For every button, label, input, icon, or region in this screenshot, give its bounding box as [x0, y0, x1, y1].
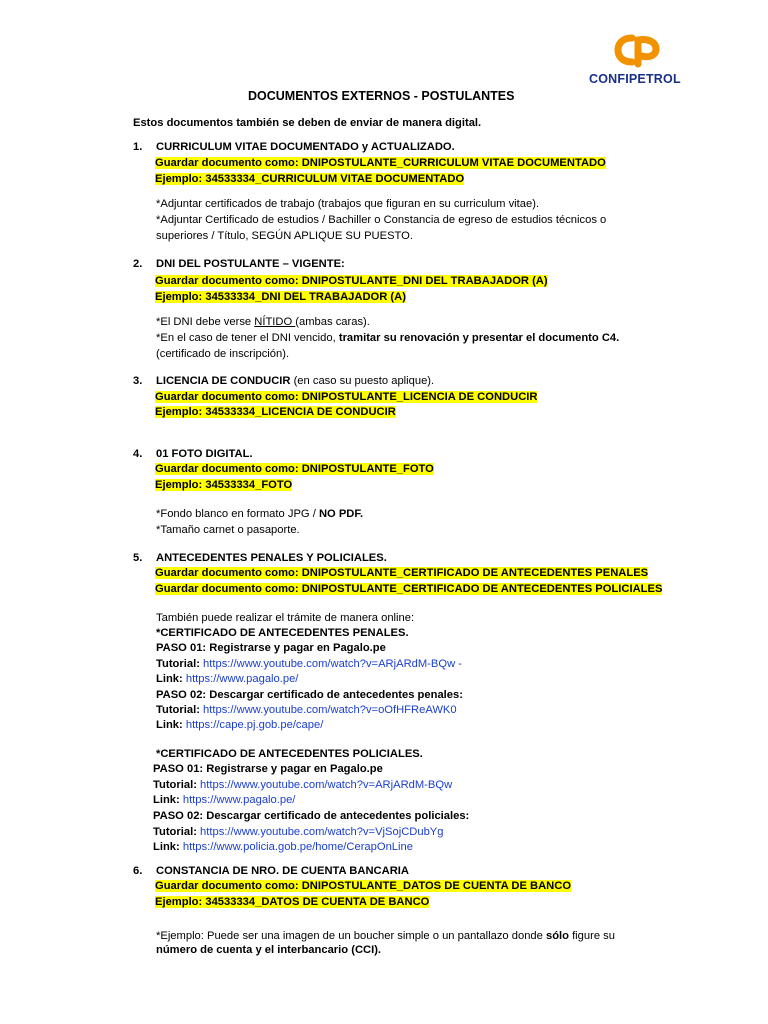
tutorial-label: Tutorial: — [156, 658, 204, 670]
link-label: Link: — [153, 794, 183, 806]
online-note: También puede realizar el trámite de manera online: — [156, 612, 415, 624]
note-line: *Adjuntar Certificado de estudios / Bachiller o Constancia de egreso de estudios técnicos o — [156, 214, 607, 226]
tutorial-line — [153, 779, 452, 791]
note-paragraph — [156, 928, 659, 944]
section-number: 4. — [133, 448, 143, 460]
tutorial-label: Tutorial: — [153, 826, 201, 838]
note-bold-line: número de cuenta y el interbancario (CCI). — [156, 944, 382, 956]
confipetrol-cp-logo-icon — [612, 34, 662, 68]
link-label: Link: — [156, 673, 186, 685]
step-text: PASO 01: Registrarse y pagar en Pagalo.pe — [156, 642, 386, 654]
save-as-instruction: Guardar documento como: DNIPOSTULANTE_DNI DEL TRABAJADOR (A) — [155, 275, 548, 287]
section-number: 5. — [133, 552, 143, 564]
filename-example: Ejemplo: 34533334_CURRICULUM VITAE DOCUMENTADO — [155, 173, 465, 185]
link-label: Link: — [156, 719, 186, 731]
tutorial-suffix: - — [455, 658, 462, 670]
section-number: 3. — [133, 375, 143, 387]
link-line — [156, 719, 323, 731]
save-as-instruction: Guardar documento como: DNIPOSTULANTE_DATOS DE CUENTA DE BANCO — [155, 880, 572, 892]
step-text: PASO 02: Descargar certificado de antecedentes penales: — [156, 689, 463, 701]
note-underlined: NÍTIDO — [254, 316, 296, 328]
section-heading: CURRICULUM VITAE DOCUMENTADO y ACTUALIZADO. — [156, 141, 455, 153]
note-bold: sólo — [545, 930, 569, 942]
note-text: *Ejemplo: Puede ser una imagen de un boucher simple o un pantallazo donde — [156, 930, 546, 942]
tutorial-line — [156, 704, 457, 716]
note-text: *Fondo blanco en formato JPG / — [156, 508, 319, 520]
note-text: *En el caso de tener el DNI vencido, — [156, 332, 339, 344]
note-line: superiores / Título, SEGÚN APLIQUE SU PUESTO. — [156, 230, 413, 242]
save-as-instruction: Guardar documento como: DNIPOSTULANTE_CERTIFICADO DE ANTECEDENTES POLICIALES — [155, 583, 663, 595]
note-bold: NO PDF. — [318, 508, 364, 520]
note-line: *Adjuntar certificados de trabajo (trabajos que figuran en su curriculum vitae). — [156, 198, 540, 210]
page-title: DOCUMENTOS EXTERNOS - POSTULANTES — [248, 89, 515, 103]
external-link[interactable]: https://cape.pj.gob.pe/cape/ — [185, 719, 324, 731]
filename-example: Ejemplo: 34533334_LICENCIA DE CONDUCIR — [155, 406, 396, 418]
note-bold: tramitar su renovación y presentar el documento C4. — [338, 332, 620, 344]
note-line — [156, 508, 363, 520]
filename-example: Ejemplo: 34533334_DATOS DE CUENTA DE BANCO — [155, 896, 430, 908]
link-line — [153, 794, 295, 806]
section-heading: DNI DEL POSTULANTE – VIGENTE: — [156, 258, 345, 270]
tutorial-link[interactable]: https://www.youtube.com/watch?v=VjSojCDubYg — [200, 826, 444, 838]
save-as-instruction: Guardar documento como: DNIPOSTULANTE_CERTIFICADO DE ANTECEDENTES PENALES — [155, 567, 649, 579]
note-line — [156, 316, 370, 328]
filename-example: Ejemplo: 34533334_DNI DEL TRABAJADOR (A) — [155, 291, 406, 303]
section-number: 6. — [133, 865, 143, 877]
external-link[interactable]: https://www.pagalo.pe/ — [185, 673, 299, 685]
subsection-heading: *CERTIFICADO DE ANTECEDENTES PENALES. — [156, 627, 409, 639]
note-text: *El DNI debe verse — [156, 316, 255, 328]
section-heading: ANTECEDENTES PENALES Y POLICIALES. — [156, 552, 387, 564]
tutorial-line — [153, 826, 443, 838]
logo — [612, 34, 662, 71]
external-link[interactable]: https://www.policia.gob.pe/home/CerapOnLine — [182, 841, 413, 853]
filename-example: Ejemplo: 34533334_FOTO — [155, 479, 293, 491]
section-heading: LICENCIA DE CONDUCIR — [156, 375, 291, 387]
save-as-instruction: Guardar documento como: DNIPOSTULANTE_FOTO — [155, 463, 434, 475]
intro-text: Estos documentos también se deben de enviar de manera digital. — [133, 117, 482, 129]
tutorial-link[interactable]: https://www.youtube.com/watch?v=ARjARdM-BQw — [200, 779, 453, 791]
tutorial-link[interactable]: https://www.youtube.com/watch?v=ARjARdM-BQw — [203, 658, 456, 670]
section-number: 1. — [133, 141, 143, 153]
section-heading: CONSTANCIA DE NRO. DE CUENTA BANCARIA — [156, 865, 409, 877]
logo-text: CONFIPETROL — [589, 72, 681, 86]
section-heading: 01 FOTO DIGITAL. — [156, 448, 253, 460]
section-heading-line — [156, 375, 434, 387]
tutorial-label: Tutorial: — [153, 779, 201, 791]
link-line — [153, 841, 413, 853]
tutorial-line — [156, 658, 462, 670]
tutorial-label: Tutorial: — [156, 704, 204, 716]
link-label: Link: — [153, 841, 183, 853]
note-text: (ambas caras). — [295, 316, 370, 328]
section-heading-suffix: (en caso su puesto aplique). — [290, 375, 435, 387]
note-line: (certificado de inscripción). — [156, 348, 290, 360]
link-line — [156, 673, 298, 685]
subsection-heading: *CERTIFICADO DE ANTECEDENTES POLICIALES. — [156, 748, 423, 760]
tutorial-link[interactable]: https://www.youtube.com/watch?v=oOfHFReAWK0 — [203, 704, 457, 716]
section-number: 2. — [133, 258, 143, 270]
external-link[interactable]: https://www.pagalo.pe/ — [182, 794, 296, 806]
note-text: figure su — [568, 930, 615, 942]
step-text: PASO 01: Registrarse y pagar en Pagalo.pe — [153, 763, 383, 775]
note-line: *Tamaño carnet o pasaporte. — [156, 524, 300, 536]
note-line — [156, 332, 619, 344]
save-as-instruction: Guardar documento como: DNIPOSTULANTE_CURRICULUM VITAE DOCUMENTADO — [155, 157, 606, 169]
save-as-instruction: Guardar documento como: DNIPOSTULANTE_LICENCIA DE CONDUCIR — [155, 391, 538, 403]
step-text: PASO 02: Descargar certificado de antecedentes policiales: — [153, 810, 470, 822]
